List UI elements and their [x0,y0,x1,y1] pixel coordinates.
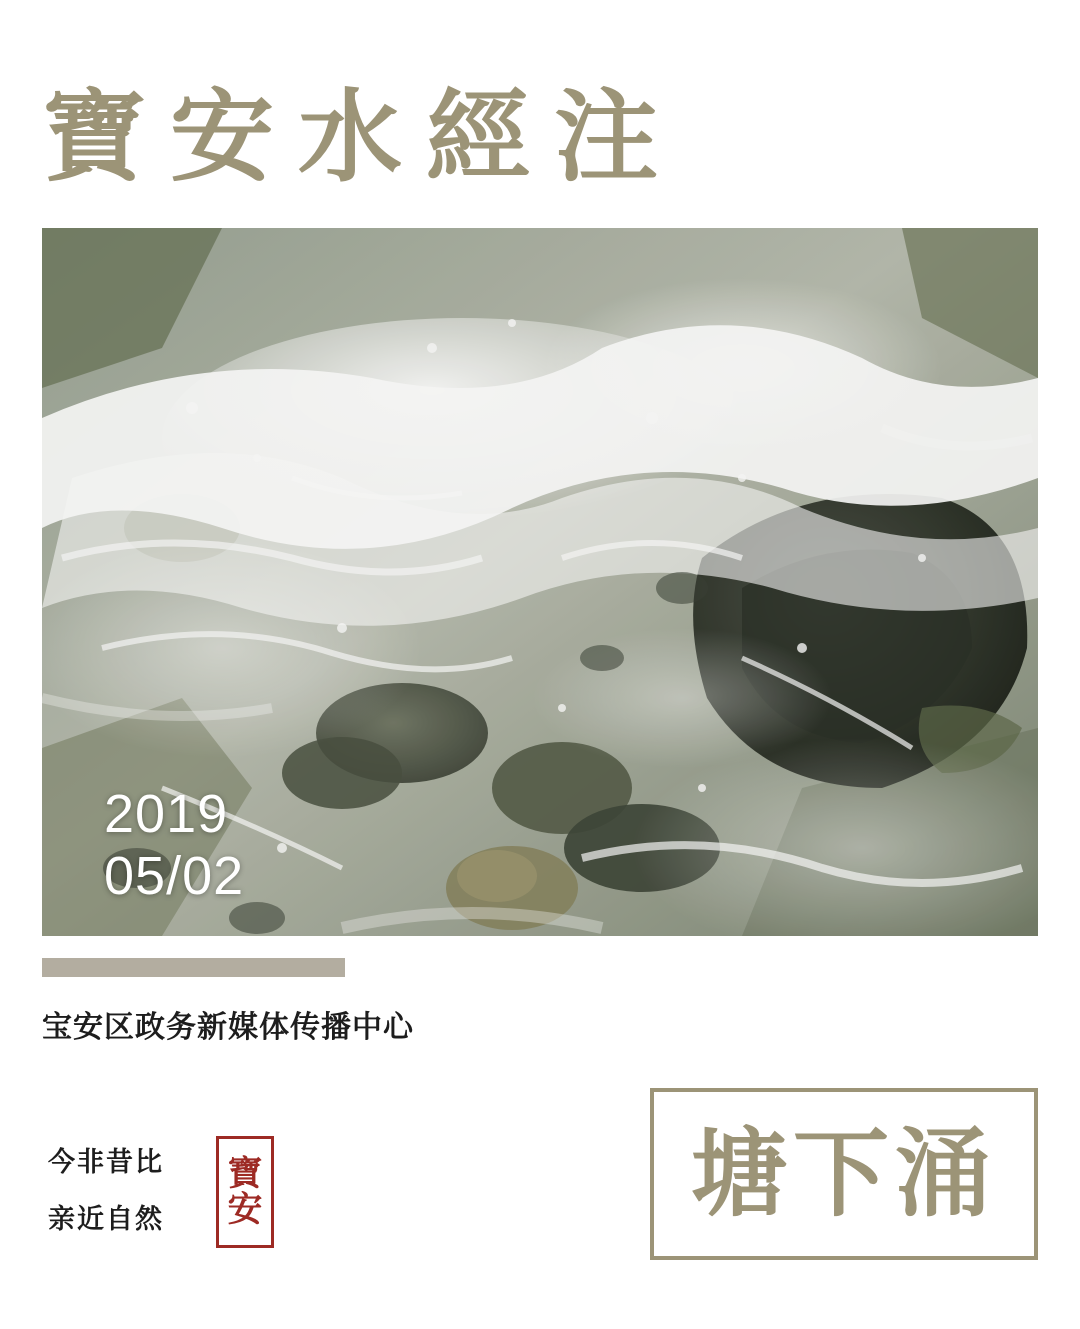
masthead-char-4: 經 [426,78,533,196]
photo-date [104,783,244,908]
location-title-box [650,1088,1038,1260]
masthead-char-3: 水 [298,78,405,196]
photo-date-year: 2019 [104,783,229,844]
location-title: 塘下涌 [691,1117,997,1230]
red-seal-stamp [216,1136,274,1248]
masthead-char-2: 安 [170,78,277,196]
masthead-char-5: 注 [554,78,661,196]
slogan-line-2: 亲近自然 [48,1203,164,1235]
publisher-name: 宝安区政务新媒体传播中心 [42,1010,414,1045]
masthead-char-1: 寶 [42,78,149,196]
masthead-title [42,72,742,202]
stream-photo [42,228,1038,936]
seal-char-2: 安 [227,1189,263,1231]
slogan-line-1: 今非昔比 [48,1147,164,1178]
slogan-block [48,1135,164,1248]
photo-date-monthday: 05/02 [104,846,245,907]
seal-char-1: 寶 [227,1153,263,1195]
divider-bar [42,958,345,977]
